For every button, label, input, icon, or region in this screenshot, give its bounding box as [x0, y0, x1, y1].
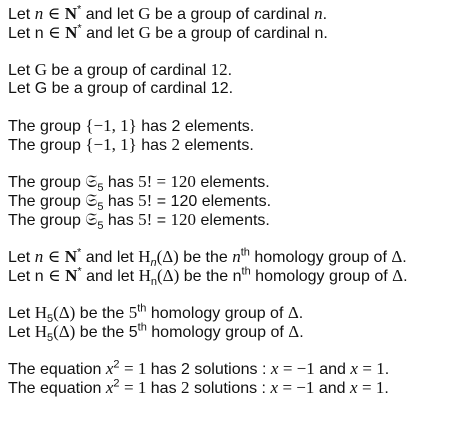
text-line: The group {−1, 1} has 2 elements.: [8, 135, 254, 154]
text-line: The group {−1, 1} has 2 elements.: [8, 116, 255, 135]
document-body: [8, 4, 470, 397]
text-line: The equation $x^2 = 1$ has 2 solutions : x = −1 and x = 1.: [8, 377, 389, 397]
text-line: The group 𝔖$_5$ has 5! = 120 elements.: [8, 172, 270, 195]
text-line: The equation $x^2 = 1$ has 2 solutions : x = −1 and x = 1.: [8, 358, 390, 378]
text-line: Let n ∈ N* and let G be a group of cardinal n.: [8, 22, 328, 42]
text-line: The group 𝔖$_5$ has 5! = 120 elements.: [8, 191, 272, 214]
text-line: Let $H_5(\Delta)$ be the 5th homology group of Δ.: [8, 302, 304, 326]
text-line: Let n ∈ N* and let $H_n(\Delta)$ be the $n^{th}$ homology group of Δ.: [8, 246, 407, 270]
text-line: Let G be a group of cardinal 12.: [8, 60, 233, 79]
text-line: Let $H_5(\Delta)$ be the 5th homology group of Δ.: [8, 321, 304, 345]
text-line: Let n ∈ N* and let $H_n(\Delta)$ be the $n^{th}$ homology group of Δ.: [8, 265, 408, 289]
text-line: Let n ∈ N* and let G be a group of cardinal n.: [8, 3, 328, 23]
text-line: The group 𝔖$_5$ has 5! = 120 elements.: [8, 210, 270, 233]
text-line: Let G be a group of cardinal 12.: [8, 80, 234, 97]
